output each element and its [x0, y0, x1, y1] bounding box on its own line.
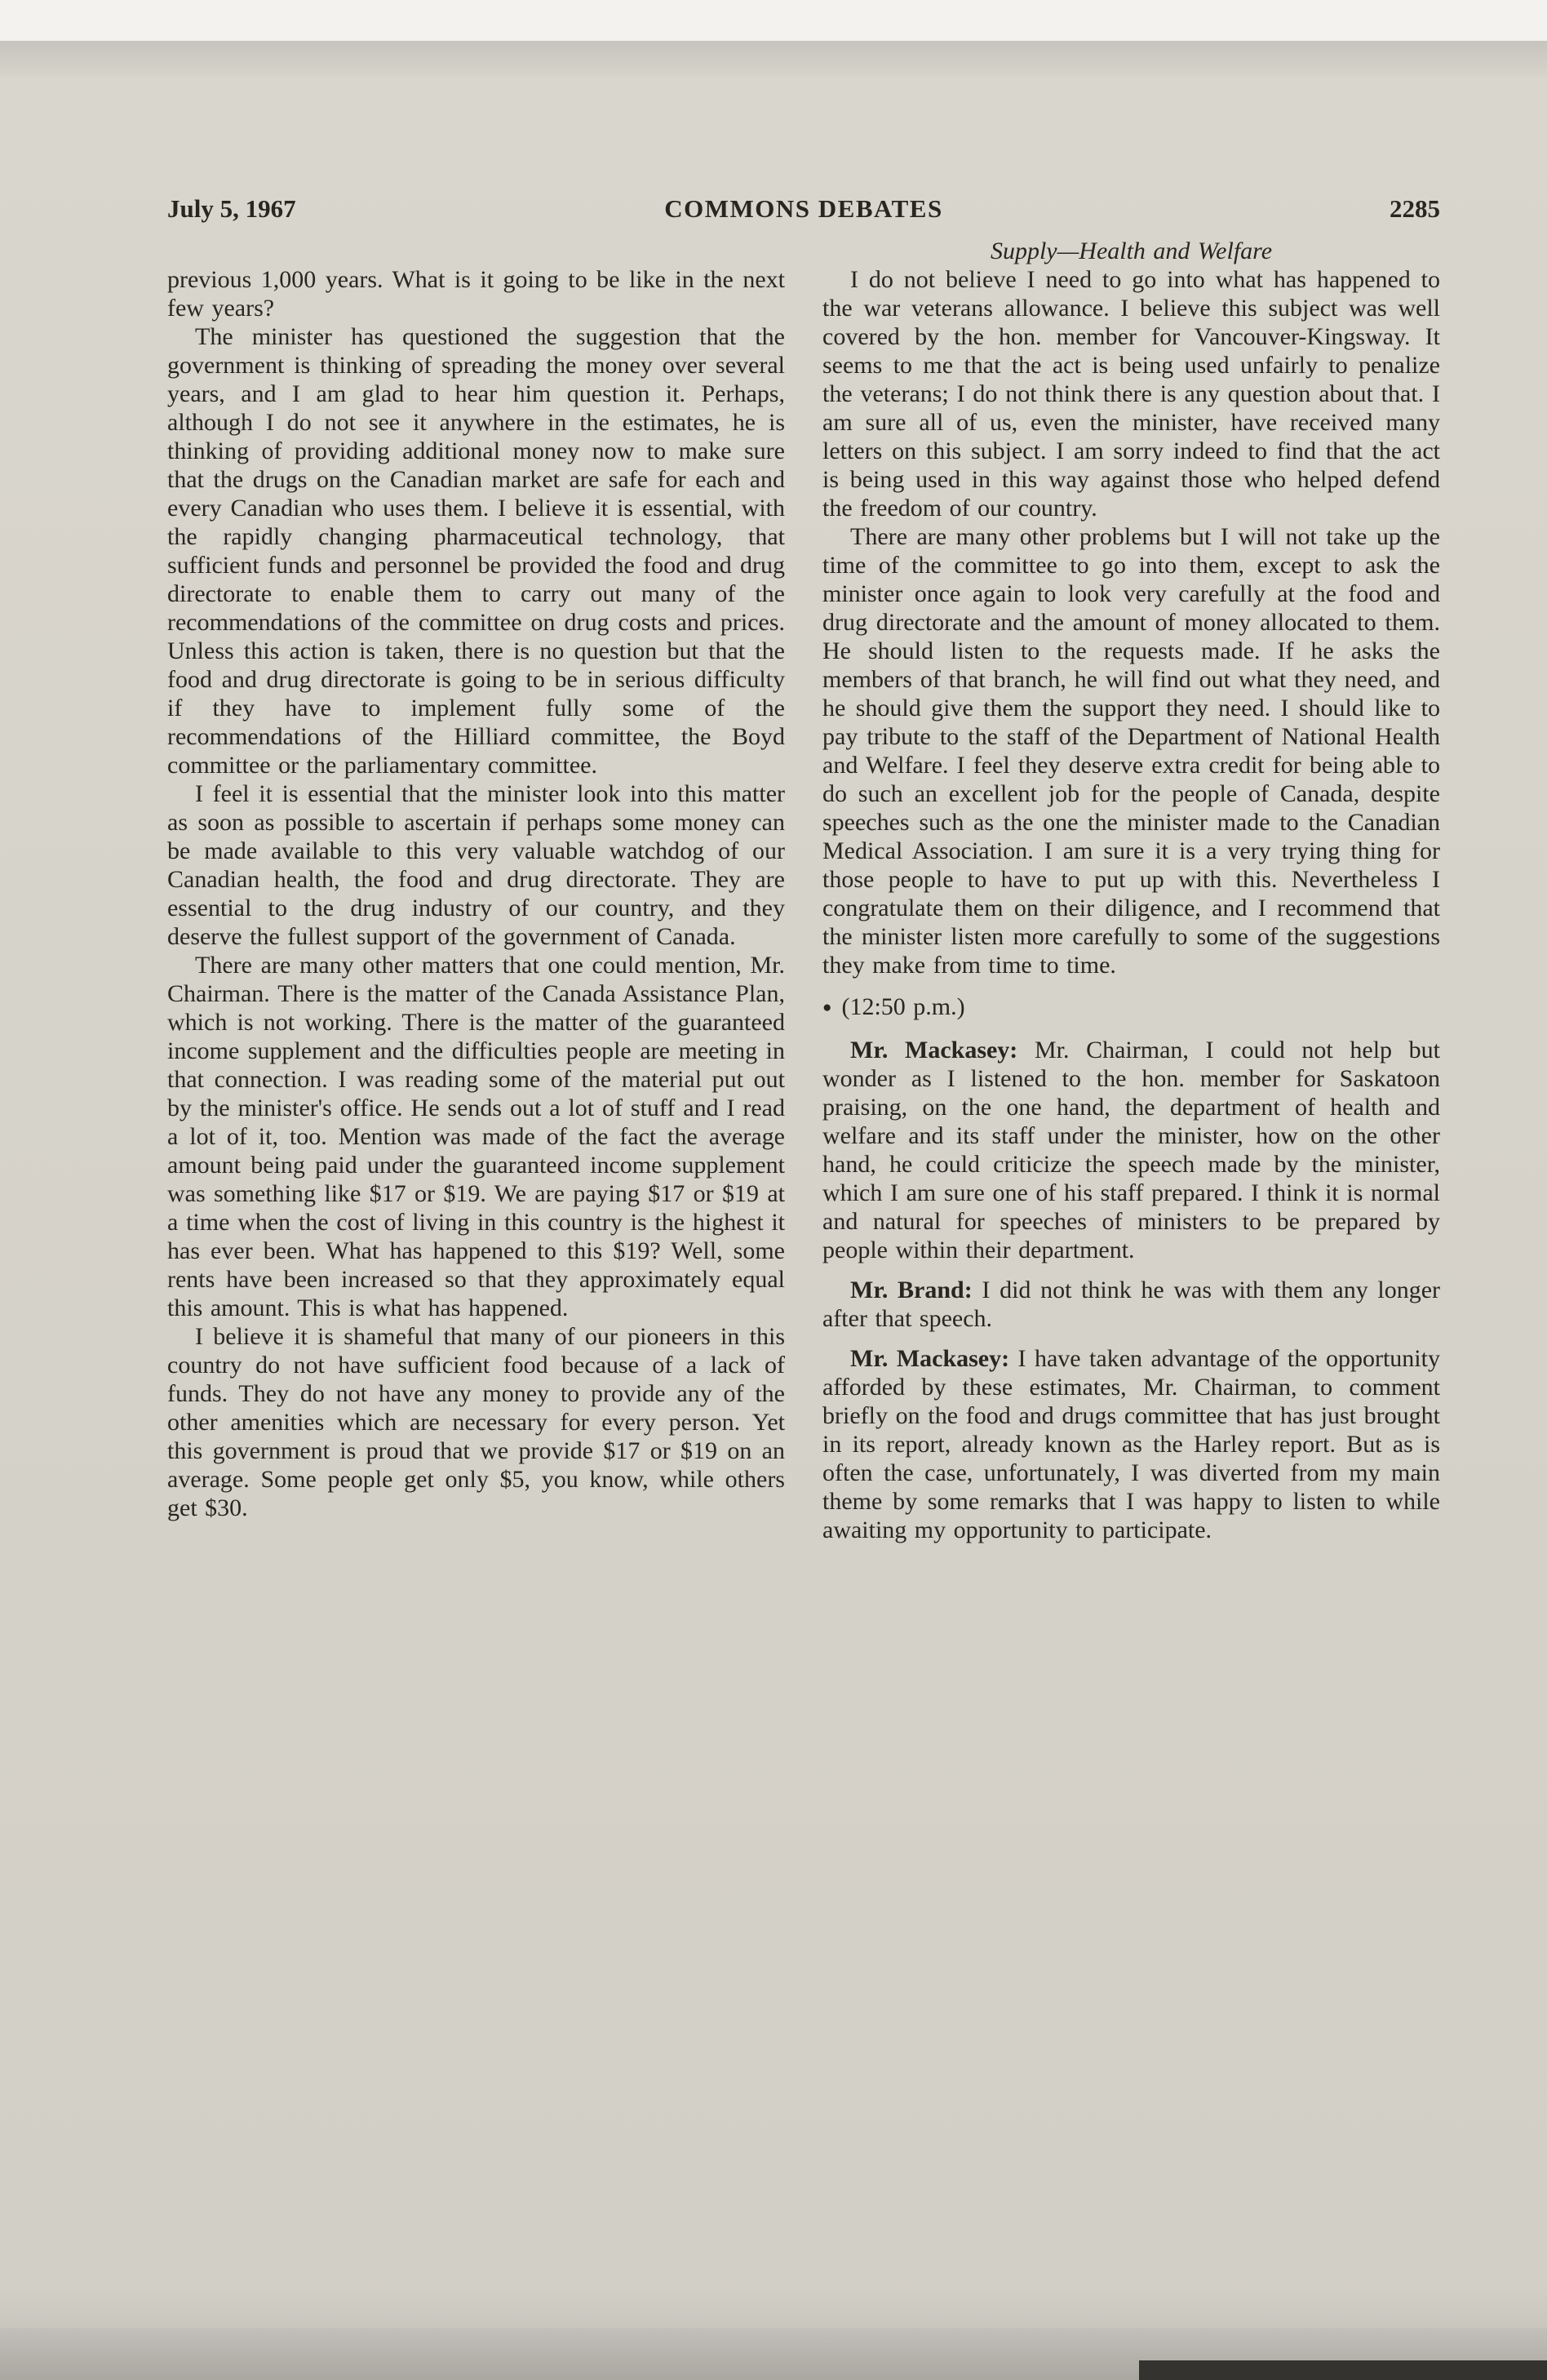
paragraph: There are many other problems but I will not take up the time of the committee to go into them, except to ask the minister once again to look very carefully at the food and drug directorate and the amount of money allocated to them. He should listen to the requests made. If he asks the members of that branch, he will find out what they need, and he should give them the support they need. I should like to pay tribute to the staff of the Department of National Health and Welfare. I feel they deserve extra credit for being able to do such an excellent job for the people of Canada, despite speeches such as the one the minister made to the Canadian Medical Association. I am sure it is a very trying thing for those people to have to put up with this. Nevertheless I congratulate them on their diligence, and I recommend that the minister listen more carefully to some of the suggestions they make from time to time. — [822, 523, 1440, 979]
journal-title: COMMONS DEBATES — [664, 194, 943, 223]
paragraph: I do not believe I need to go into what has happened to the war veterans allowance. I believe this subject was well covered by the hon. member for Vancouver-Kingsway. It seems to me that the act is being used unfairly to penalize the veterans; I do not think there is any question about that. I am sure all of us, even the minister, have received many letters on this subject. I am sorry indeed to find that the act is being used in this way against those who helped defend the freedom of our country. — [822, 266, 1440, 522]
scan-artifact-bottom-dark — [1139, 2360, 1547, 2380]
page-header — [167, 194, 1440, 224]
scan-artifact-top-band — [0, 41, 1547, 77]
paragraph: I believe it is shameful that many of our pioneers in this country do not have sufficient food because of a lack of funds. They do not have any money to provide any of the other amenities which are necessary for every person. Yet this government is proud that we provide $17 or $19 on an average. Some people get only $5, you know, while others get $30. — [167, 1323, 785, 1521]
scan-artifact-top-white — [0, 0, 1547, 41]
speech-paragraph: Mr. Brand: I did not think he was with them any longer after that speech. — [822, 1277, 1441, 1332]
time-marker: ● (12:50 p.m.) — [822, 993, 965, 1020]
two-column-text — [167, 237, 1440, 1544]
speaker-name: Mr. Brand: — [850, 1277, 973, 1303]
bullet-icon: ● — [822, 999, 832, 1016]
scanned-page — [167, 194, 1440, 1544]
speaker-name: Mr. Mackasey: — [850, 1037, 1018, 1063]
page-number: 2285 — [1390, 194, 1440, 223]
speaker-name: Mr. Mackasey: — [850, 1345, 1010, 1372]
paragraph: previous 1,000 years. What is it going to be like in the next few years? — [167, 266, 785, 322]
paragraph: There are many other matters that one could mention, Mr. Chairman. There is the matter of the Canada Assistance Plan, which is not working. There is the matter of the guaranteed income supplement and the difficulties people are meeting in that connection. I was reading some of the material put out by the minister's office. He sends out a lot of stuff and I read a lot of it, too. Mention was made of the fact the average amount being paid under the guaranteed income supplement was something like $17 or $19. We are paying $17 or $19 at a time when the cost of living in this country is the highest it has ever been. What has happened to this $19? Well, some rents have been increased so that they approximately equal this amount. This is what has happened. — [167, 952, 785, 1321]
running-head: Supply—Health and Welfare — [990, 238, 1273, 264]
speech-paragraph: Mr. Mackasey: Mr. Chairman, I could not help but wonder as I listened to the hon. member for Saskatoon praising, on the one hand, the department of health and welfare and its staff under the minister, how on the other hand, he could criticize the speech made by the minister, which I am sure one of his staff prepared. I think it is normal and natural for speeches of ministers to be prepared by people within their department. — [822, 1037, 1440, 1263]
speech-paragraph: Mr. Mackasey: I have taken advantage of the opportunity afforded by these estimates, Mr. Chairman, to comment briefly on the food and drugs committee that has just brought in its report, already known as the Harley report. But as is often the case, unfortunately, I was diverted from my main theme by some remarks that I was happy to listen to while awaiting my opportunity to participate. — [822, 1345, 1440, 1543]
page-date: July 5, 1967 — [167, 194, 296, 223]
paragraph: The minister has questioned the suggestion that the government is thinking of spreading the money over several years, and I am glad to hear him question it. Perhaps, although I do not see it anywhere in the estimates, he is thinking of providing additional money now to make sure that the drugs on the Canadian market are safe for each and every Canadian who uses them. I believe it is essential, with the rapidly changing pharmaceutical technology, that sufficient funds and personnel be provided the food and drug directorate to enable them to carry out many of the recommendations of the committee on drug costs and prices. Unless this action is taken, there is no question but that the food and drug directorate is going to be in serious difficulty if they have to implement fully some of the recommendations of the Hilliard committee, the Boyd committee or the parliamentary committee. — [167, 323, 785, 779]
text-column-left — [167, 237, 785, 1544]
right-column-paragraphs — [822, 265, 1440, 1544]
paragraph: I feel it is essential that the minister look into this matter as soon as possible to ascertain if perhaps some money can be made available to this very valuable watchdog of our Canadian health, the food and drug directorate. They are essential to the drug industry of our country, and they deserve the fullest support of the government of Canada. — [167, 780, 785, 950]
text-column-right — [822, 237, 1440, 1544]
